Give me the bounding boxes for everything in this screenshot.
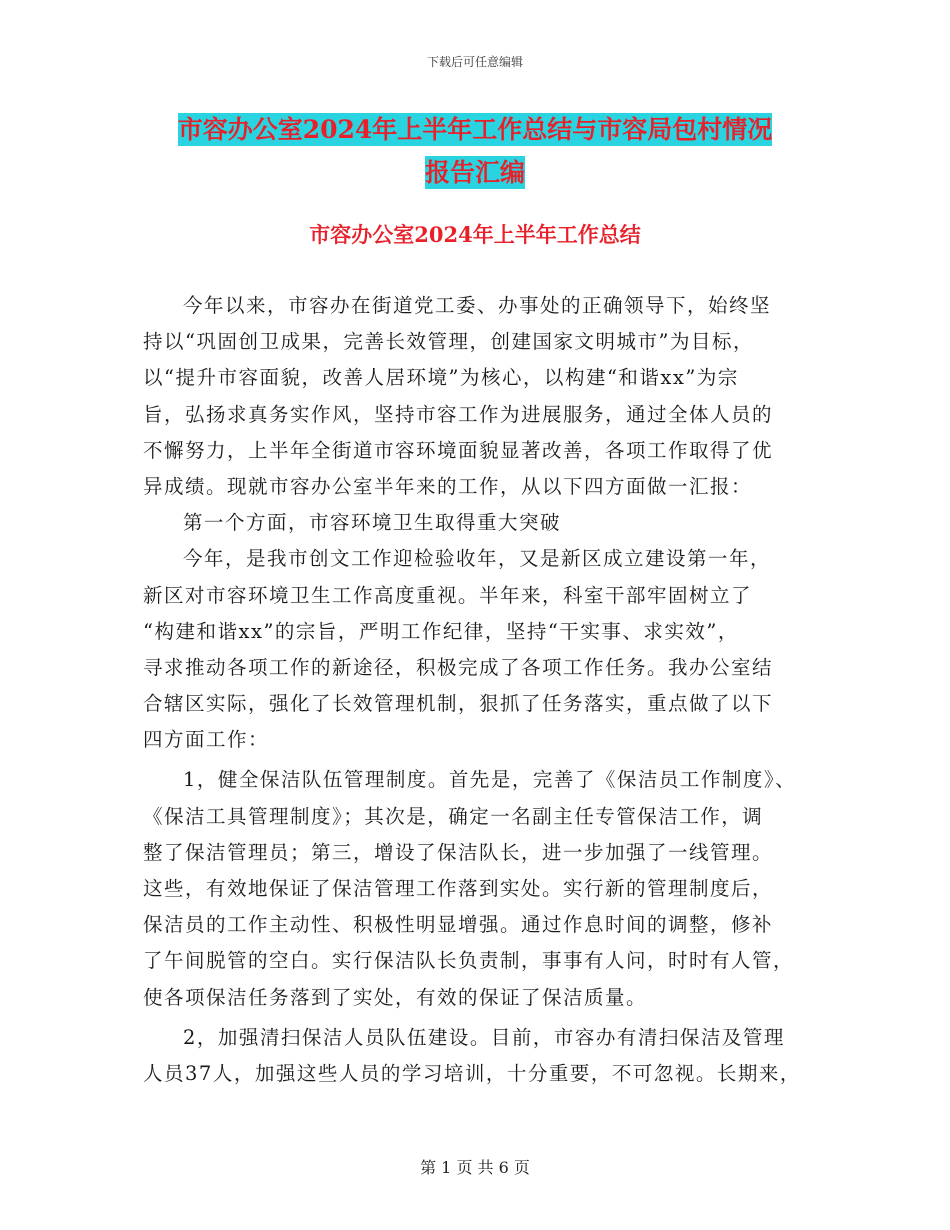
paragraph-line: 今年以来，市容办在街道党工委、办事处的正确领导下，始终坚: [183, 294, 772, 317]
document-title-line-2: 报告汇编: [424, 158, 525, 187]
paragraph-line: 异成绩。现就市容办公室半年来的工作，从以下四方面做一汇报：: [143, 474, 753, 498]
paragraph-line: 2，加强清扫保洁人员队伍建设。目前，市容办有清扫保洁及管理: [183, 1025, 785, 1049]
paragraph-line: 四方面工作：: [143, 728, 270, 752]
paragraph-line: 寻求推动各项工作的新途径，积极完成了各项工作任务。我办公室结: [143, 655, 774, 679]
paragraph-line: 不懈努力，上半年全街道市容环境面貌显著改善，各项工作取得了优: [143, 438, 774, 462]
paragraph-line: 保洁员的工作主动性、积极性明显增强。通过作息时间的调整，修补: [143, 913, 774, 937]
page-header-note: 下载后可任意编辑: [426, 55, 523, 69]
section-title: 市容办公室2024年上半年工作总结: [309, 222, 641, 247]
paragraph-line: 《保洁工具管理制度》；其次是，确定一名副主任专管保洁工作，调: [143, 804, 764, 828]
paragraph-line: “构建和谐xx”的宗旨，严明工作纪律，坚持“干实事、求实效”，: [143, 619, 739, 643]
paragraph-line: 1，健全保洁队伍管理制度。首先是，完善了《保洁员工作制度》、: [183, 768, 797, 792]
paragraph-line: 旨，弘扬求真务实作风，坚持市容工作为进展服务，通过全体人员的: [143, 402, 774, 426]
page-number: 第 1 页 共 6 页: [420, 1158, 530, 1177]
body-text: [143, 288, 823, 1092]
paragraph-line: 整了保洁管理员；第三，增设了保洁队长，进一步加强了一线管理。: [143, 840, 774, 864]
section-heading: 第一个方面，市容环境卫生取得重大突破: [183, 511, 562, 535]
paragraph-line: 以“提升市容面貌，改善人居环境”为核心，以构建“和谐xx”为宗: [143, 366, 739, 390]
paragraph-line: 这些，有效地保证了保洁管理工作落到实处。实行新的管理制度后，: [143, 877, 774, 900]
paragraph-line: 使各项保洁任务落到了实处，有效的保证了保洁质量。: [143, 985, 648, 1009]
document-title-line-1: 市容办公室2024年上半年工作总结与市容局包村情况: [177, 115, 773, 144]
paragraph-line: 了午间脱管的空白。实行保洁队长负责制，事事有人问，时时有人管，: [143, 949, 795, 973]
paragraph-line: 人员37人，加强这些人员的学习培训，十分重要，不可忽视。长期来，: [143, 1061, 801, 1085]
paragraph-line: 合辖区实际，强化了长效管理机制，狠抓了任务落实，重点做了以下: [143, 692, 774, 716]
paragraph-line: 今年，是我市创文工作迎检验收年，又是新区成立建设第一年，: [183, 547, 772, 571]
paragraph-line: 新区对市容环境卫生工作高度重视。半年来，科室干部牢固树立了: [143, 583, 753, 607]
paragraph-line: 持以“巩固创卫成果，完善长效管理，创建国家文明城市”为目标，: [143, 330, 754, 354]
